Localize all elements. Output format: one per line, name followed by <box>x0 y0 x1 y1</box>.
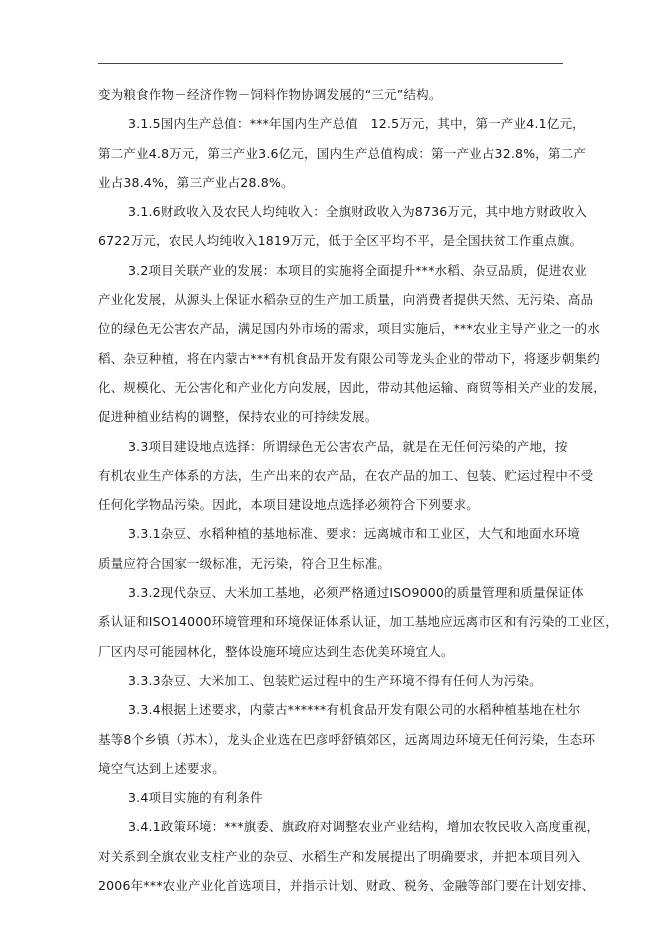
text-line: 3.3.4根据上述要求，内蒙古******有机食品开发有限公司的水稻种植基地在杜尔 <box>128 702 581 718</box>
text-line: 厂区内尽可能园林化，整体设施环境应达到生态优美环境宜人。 <box>98 643 454 659</box>
text-line: 3.3.1杂豆、水稻种植的基地标准、要求：远离城市和工业区，大气和地面水环境 <box>128 526 580 542</box>
text-line: 3.2项目关联产业的发展：本项目的实施将全面提升***水稻、杂豆品质，促进农业 <box>128 262 587 278</box>
text-line: 质量应符合国家一级标准，无污染，符合卫生标准。 <box>98 555 391 571</box>
text-line: 3.4项目实施的有利条件 <box>128 790 263 806</box>
text-line: 3.3.2现代杂豆、大米加工基地，必须严格通过ISO9000的质量管理和质量保证体 <box>128 585 584 601</box>
paragraph <box>98 80 568 109</box>
text-line: 3.3.3杂豆、大米加工、包装贮运过程中的生产环境不得有任何人为污染。 <box>128 672 542 688</box>
text-line: 基等8个乡镇（苏木），龙头企业选在巴彦呼舒镇郊区，远离周边环境无任何污染，生态环 <box>98 731 596 747</box>
header-rule <box>98 63 563 64</box>
text-line: 系认证和ISO14000环境管理和环境保证体系认证，加工基地应远离市区和有污染的工业区， <box>98 614 619 630</box>
text-line: 3.4.1政策环境：***旗委、旗政府对调整农业产业结构，增加农牧民收入高度重视， <box>128 819 600 835</box>
paragraph <box>98 256 607 432</box>
paragraph <box>98 519 580 578</box>
paragraph <box>98 666 568 695</box>
paragraph <box>98 197 588 256</box>
text-line: 2006年***农业产业化首选项目，并指示计划、财政、税务、金融等部门要在计划安排、 <box>98 878 595 894</box>
text-line: 任何化学物品污染。因此，本项目建设地点选择必须符合下列要求。 <box>98 497 480 513</box>
document-body <box>98 80 619 900</box>
text-line: 第二产业4.8万元，第三产业3.6亿元，国内生产总值构成：第一产业占32.8%，第二产 <box>98 145 587 161</box>
text-line: 3.1.5国内生产总值：***年国内生产总值 12.5万元，其中，第一产业4.1亿元， <box>128 116 585 132</box>
text-line: 变为粮食作物－经济作物－饲料作物协调发展的“三元”结构。 <box>98 87 442 102</box>
text-line: 稻、杂豆种植，将在内蒙古***有机食品开发有限公司等龙头企业的带动下，将逐步朝集约 <box>98 350 600 366</box>
paragraph <box>98 109 587 197</box>
text-line: 3.3项目建设地点选择：所谓绿色无公害农产品，就是在无任何污染的产地，按 <box>128 438 568 454</box>
text-line: 位的绿色无公害农产品，满足国内外市场的需求，项目实施后，***农业主导产业之一的水 <box>98 321 600 337</box>
text-line: 促进种植业结构的调整，保持农业的可持续发展。 <box>98 409 378 425</box>
text-line: 化、规模化、无公害化和产业化方向发展，因此，带动其他运输、商贸等相关产业的发展， <box>98 379 607 395</box>
paragraph <box>98 812 600 900</box>
paragraph <box>98 432 594 520</box>
text-line: 有机农业生产体系的方法，生产出来的农产品，在农产品的加工、包装、贮运过程中不受 <box>98 467 594 483</box>
text-line: 境空气达到上述要求。 <box>98 760 226 776</box>
paragraph <box>98 783 568 812</box>
text-line: 对关系到全旗农业支柱产业的杂豆、水稻生产和发展提出了明确要求，并把本项目列入 <box>98 848 581 864</box>
paragraph <box>98 578 619 666</box>
text-line: 6722万元，农民人均纯收入1819万元，低于全区平均不平，是全国扶贫工作重点旗。 <box>98 233 583 249</box>
text-line: 产业化发展，从源头上保证水稻杂豆的生产加工质量，向消费者提供天然、无污染、高品 <box>98 292 594 308</box>
text-line: 3.1.6财政收入及农民人均纯收入：全旗财政收入为8736万元，其中地方财政收入 <box>128 204 588 220</box>
text-line: 业占38.4%，第三产业占28.8%。 <box>98 174 294 190</box>
paragraph <box>98 695 596 783</box>
